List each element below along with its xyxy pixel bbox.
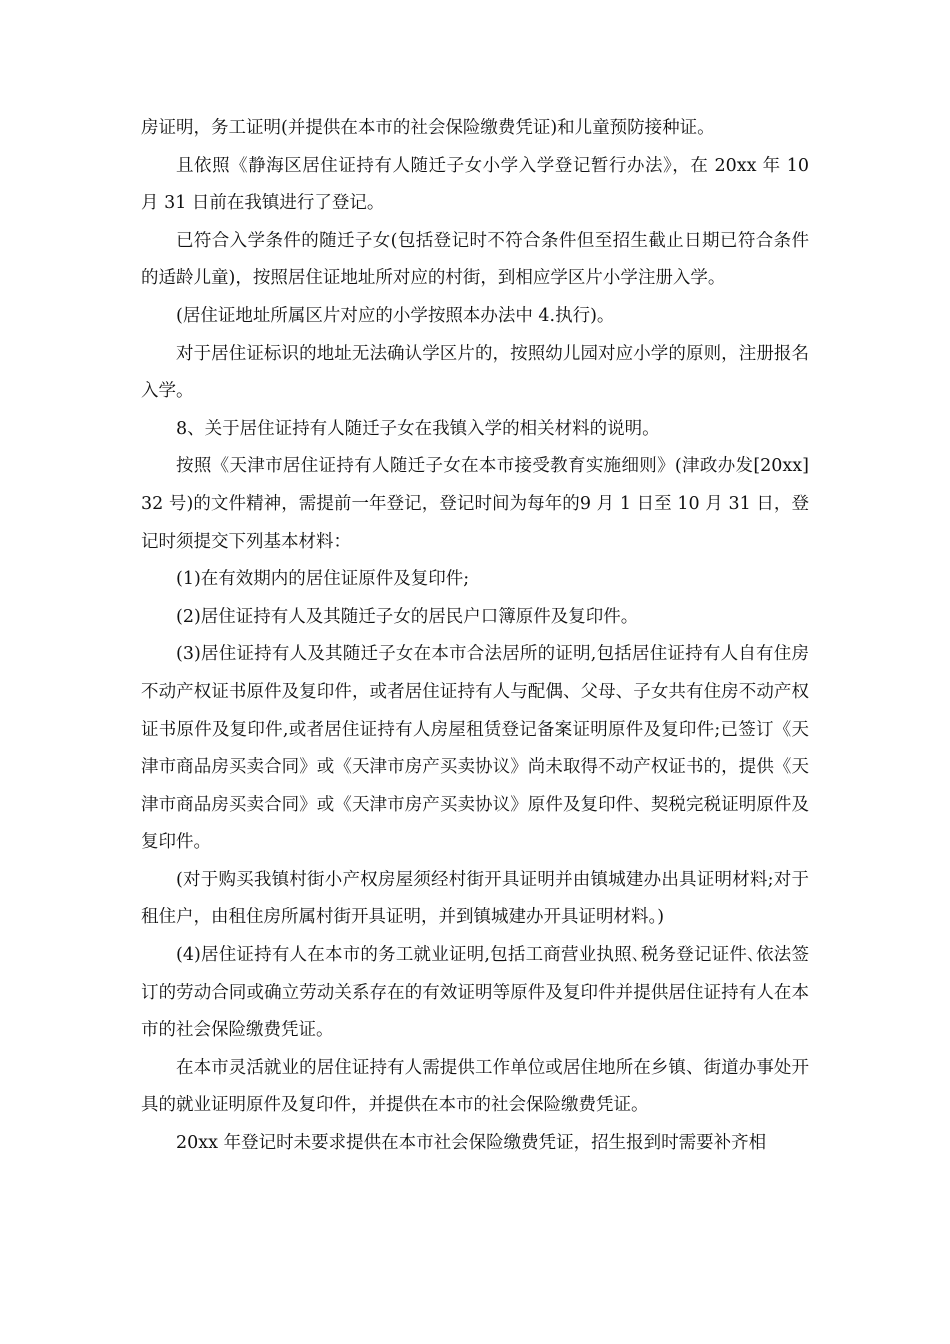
paragraph-continuation: 房证明，务工证明(并提供在本市的社会保险缴费凭证)和儿童预防接种证。 (141, 118, 715, 138)
list-item-4: (4)居住证持有人在本市的务工就业证明,包括工商营业执照､税务登记证件､依法签订的劳动合同或确立劳动关系存在的有效证明等原件及复印件并提供居住证持有人在本市的社会保险缴费凭证。 (141, 945, 809, 1041)
list-item-1: (1)在有效期内的居住证原件及复印件; (176, 569, 470, 590)
paragraph-flexible-employment: 在本市灵活就业的居住证持有人需提供工作单位或居住地所在乡镇、街道办事处开具的就业证明原件及复印件，并提供在本市的社会保险缴费凭证。 (141, 1057, 809, 1116)
section-heading-8: 8、关于居住证持有人随迁子女在我镇入学的相关材料的说明。 (176, 418, 660, 439)
list-item-2: (2)居住证持有人及其随迁子女的居民户口簿原件及复印件。 (176, 606, 639, 627)
paragraph-property-note: (对于购买我镇村街小产权房屋须经村街开具证明并由镇城建办出具证明材料;对于租住户，由租住房所属村街开具证明，并到镇城建办开具证明材料。) (141, 869, 809, 928)
paragraph-registration-basis: 且依照《静海区居住证持有人随迁子女小学入学登记暂行办法》，在 20xx 年 10 月 31 日前在我镇进行了登记。 (141, 155, 809, 214)
paragraph-social-insurance: 20xx 年登记时未要求提供在本市社会保险缴费凭证，招生报到时需要补齐相 (176, 1133, 767, 1154)
paragraph-unconfirmed-address: 对于居住证标识的地址无法确认学区片的，按照幼儿园对应小学的原则，注册报名入学。 (141, 343, 809, 402)
list-item-3: (3)居住证持有人及其随迁子女在本市合法居所的证明,包括居住证持有人自有住房不动产权证书原件及复印件，或者居住证持有人与配偶、父母、子女共有住房不动产权证书原件及复印件,或者居住证持有人房屋租赁登记备案证明原件及复印件;已签订《天津市商品房买卖合同》或《天津市房产买卖协议》尚未取得不动产权证书的，提供《天津市商品房买卖合同》或《天津市房产买卖协议》原件及复印件、契税完税证明原件及复印件。 (141, 644, 809, 853)
document-body (141, 110, 809, 1163)
paragraph-tianjin-rules: 按照《天津市居住证持有人随迁子女在本市接受教育实施细则》(津政办发[20xx]32 号)的文件精神，需提前一年登记，登记时间为每年的9 月 1 日至 10 月 31 日，登记时须提交下列基本材料： (141, 456, 809, 552)
paragraph-eligible-children: 已符合入学条件的随迁子女(包括登记时不符合条件但至招生截止日期已符合条件的适龄儿童)，按照居住证地址所对应的村街，到相应学区片小学注册入学。 (141, 230, 809, 289)
paragraph-district-note: (居住证地址所属区片对应的小学按照本办法中 4.执行)。 (176, 305, 615, 326)
